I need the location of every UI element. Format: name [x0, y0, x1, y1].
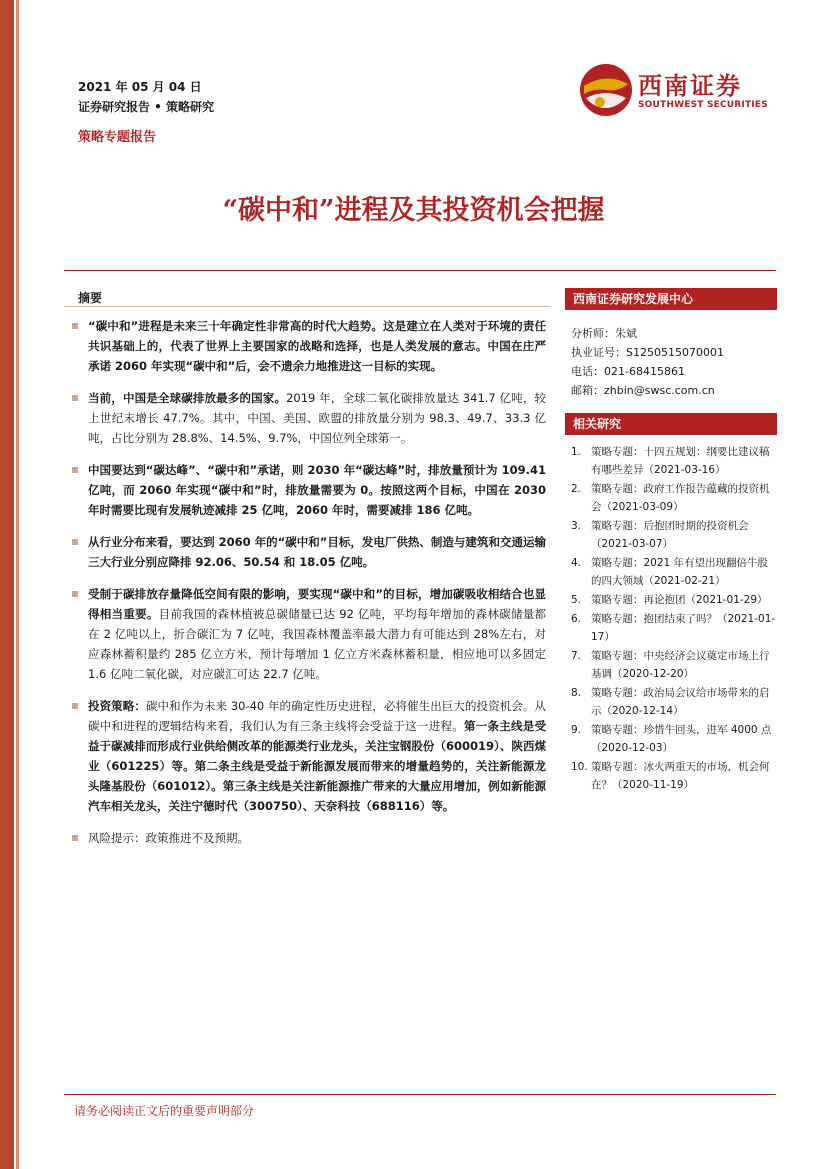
research-center-header: 西南证券研究发展中心: [565, 288, 777, 310]
bullet-bold-text: 从行业分布来看，要达到 2060 年的“碳中和”目标，发电厂供热、制造与建筑和交通运输三大行业分别应降排 92.06、50.54 和 18.05 亿吨。: [88, 535, 546, 569]
footer-disclaimer: 请务必阅读正文后的重要声明部分: [74, 1104, 255, 1118]
analyst-license: 执业证号：S1250515070001: [571, 346, 724, 359]
related-item-text: 策略专题：十四五规划：纲要比建议稿有哪些差异（2021-03-16）: [591, 446, 770, 476]
bullet-bold-text: 受制于碳排放存量降低空间有限的影响，要实现“碳中和”的目标，增加碳吸收相结合也显得相当重要。: [88, 587, 546, 621]
related-research-header: 相关研究: [565, 413, 777, 435]
analyst-email[interactable]: 邮箱：zhbin@swsc.com.cn: [571, 384, 715, 397]
related-item-num: 1.: [571, 446, 582, 458]
bottom-divider: [64, 1094, 776, 1095]
related-item[interactable]: [565, 610, 777, 646]
bullet-icon: [72, 703, 78, 709]
related-item-num: 9.: [571, 724, 582, 736]
bullet-icon: [72, 323, 78, 329]
related-item[interactable]: [565, 684, 777, 720]
related-item-num: 6.: [571, 613, 582, 625]
related-item-text: 策略专题：中央经济会议奠定市场上行基调（2020-12-20）: [591, 650, 770, 680]
related-item-text: 策略专题：冰火两重天的市场，机会何在？（2020-11-19）: [591, 761, 770, 791]
related-item-num: 2.: [571, 483, 582, 495]
related-item[interactable]: [565, 591, 777, 609]
bullet-text: 2019 年，全球二氧化碳排放量达 341.7 亿吨，较上世纪末增长 47.7%。其中，中国、美国、欧盟的排放量分别为 98.3、49.7、33.3 亿吨，占比分别为 28.8%、14.5%、9.7%，中国位列全球第一。: [88, 391, 546, 445]
summary-bullet: [68, 828, 546, 848]
bullet-bold-text: 中国要达到“碳达峰”、“碳中和”承诺，则 2030 年“碳达峰”时，排放量预计为 109.41 亿吨，而 2060 年实现“碳中和”时，排放量需要为 0。按照这两个目标，中国在 2030 年时需要比现有发展轨迹减排 25 亿吨，2060 年时，需要减排 186 亿吨。: [88, 463, 546, 517]
summary-bullet: [68, 316, 546, 376]
related-item-num: 3.: [571, 520, 582, 532]
summary-heading: 摘要: [78, 291, 103, 305]
related-item-num: 8.: [571, 687, 582, 699]
related-item-text: 策略专题：再论抱团（2021-01-29）: [591, 594, 768, 606]
related-item-num: 5.: [571, 594, 582, 606]
bullet-icon: [72, 467, 78, 473]
bullet-bold-text: 投资策略：: [88, 699, 146, 713]
related-item-num: 10.: [571, 761, 588, 773]
logo-emblem-icon: [578, 62, 634, 118]
related-item[interactable]: [565, 758, 777, 794]
analyst-phone: 电话：021-68415861: [571, 365, 685, 378]
bullet-bold-text: 当前，中国是全球碳排放最多的国家。: [88, 391, 287, 405]
left-decor-stripe: [0, 0, 14, 1169]
logo-name-cn: 西南证券: [638, 71, 742, 100]
related-item-text: 策略专题：珍惜牛回头，进军 4000 点（2020-12-03）: [591, 724, 772, 754]
summary-bullet: [68, 696, 546, 816]
report-category: 策略专题报告: [78, 130, 157, 145]
related-item-num: 4.: [571, 557, 582, 569]
related-item-text: 策略专题：后抱团时期的投资机会（2021-03-07）: [591, 520, 749, 550]
related-item[interactable]: [565, 721, 777, 757]
summary-bullet: [68, 388, 546, 448]
bullet-bold-text: 第一条主线是受益于碳减排而形成行业供给侧改革的能源类行业龙头，关注宝钢股份（600019）、陕西煤业（601225）等。第二条主线是受益于新能源发展而带来的增量趋势的，关注新能源龙头隆基股份（601012）。第三条主线是关注新能源推广带来的大量应用增加，例如新能源汽车相关龙头，关注宁德时代（300750）、天奈科技（688116）等。: [88, 719, 546, 813]
related-item[interactable]: [565, 443, 777, 479]
summary-bullet: [68, 460, 546, 520]
analyst-info: [565, 324, 777, 400]
related-item[interactable]: [565, 554, 777, 590]
related-item-num: 7.: [571, 650, 582, 662]
company-logo: [578, 60, 778, 120]
analyst-name: 分析师：朱斌: [571, 327, 637, 340]
related-item[interactable]: [565, 517, 777, 553]
bullet-icon: [72, 395, 78, 401]
summary-divider: [64, 306, 550, 307]
bullet-icon: [72, 539, 78, 545]
bullet-icon: [72, 591, 78, 597]
logo-name-en: SOUTHWEST SECURITIES: [638, 100, 768, 110]
related-research-list: [565, 443, 777, 795]
bullet-text: 碳中和作为未来 30-40 年的确定性历史进程，必将催生出巨大的投资机会。从碳中和进程的逻辑结构来看，我们认为有三条主线将会受益于这一进程。: [88, 699, 547, 733]
bullet-bold-text: “碳中和”进程是未来三十年确定性非常高的时代大趋势。这是建立在人类对于环境的责任共识基础上的，代表了世界上主要国家的战略和选择，也是人类发展的意志。中国在庄严承诺 2060 年实现“碳中和”后，会不遗余力地推进这一目标的实现。: [88, 319, 546, 373]
sidebar: [565, 288, 777, 791]
summary-content: [68, 316, 546, 860]
related-item[interactable]: [565, 647, 777, 683]
left-decor-stripe-thin: [16, 0, 19, 1169]
related-item-text: 策略专题：政治局会议给市场带来的启示（2020-12-14）: [591, 687, 770, 717]
report-type: 证券研究报告 • 策略研究: [78, 100, 215, 114]
related-item-text: 策略专题：抱团结束了吗？（2021-01-17）: [591, 613, 776, 643]
bullet-icon: [72, 835, 78, 841]
bullet-text: 目前我国的森林植被总碳储量已达 92 亿吨，平均每年增加的森林碳储量都在 2 亿吨以上，折合碳汇为 7 亿吨，我国森林覆盖率最大潜力有可能达到 28%左右，对应森林蓄积量约 285 亿立方米，预计每增加 1 亿立方米森林蓄积量，相应地可以多固定 1.6 亿吨二氧化碳，对应碳汇可达 22.7 亿吨。: [88, 607, 546, 681]
related-item[interactable]: [565, 480, 777, 516]
related-item-text: 策略专题：政府工作报告蕴藏的投资机会（2021-03-09）: [591, 483, 770, 513]
related-item-text: 策略专题：2021 年有望出现翻倍牛股的四大领域（2021-02-21）: [591, 557, 769, 587]
summary-bullet: [68, 584, 546, 684]
report-date: 2021 年 05 月 04 日: [78, 80, 202, 94]
summary-bullet: [68, 532, 546, 572]
top-divider: [64, 270, 776, 271]
bullet-text: 风险提示：政策推进不及预期。: [88, 831, 249, 845]
report-title: “碳中和”进程及其投资机会把握: [222, 195, 605, 226]
